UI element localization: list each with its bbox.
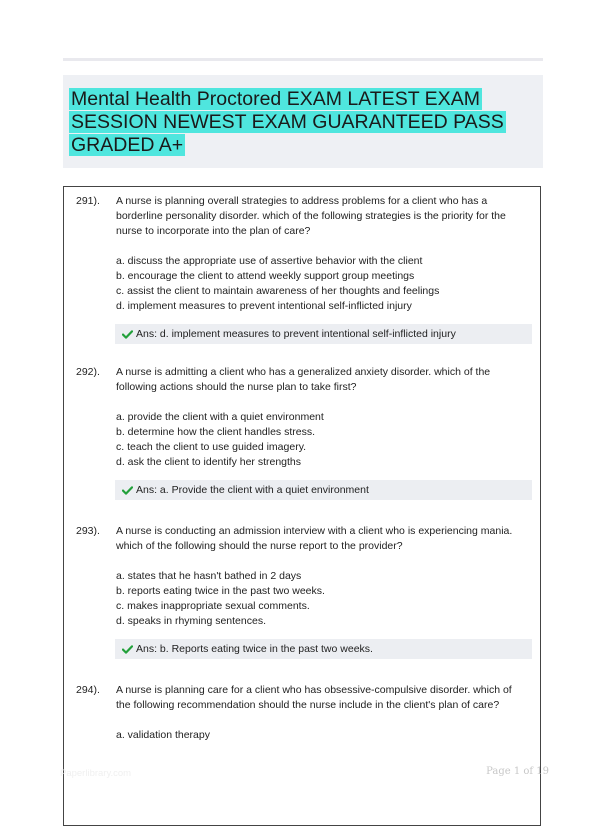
- answer-text: Ans: b. Reports eating twice in the past two weeks.: [136, 643, 373, 655]
- page-indicator: Page 1 of 19: [486, 766, 549, 777]
- questions-panel: [63, 186, 541, 826]
- check-icon: [118, 639, 136, 659]
- options-list: [116, 254, 526, 314]
- option-b: b. determine how the client handles stress.: [116, 426, 316, 438]
- question-text: A nurse is admitting a client who has a generalized anxiety disorder. which of the following actions should the nurse plan to take first?: [116, 366, 491, 393]
- question-text: A nurse is conducting an admission interview with a client who is experiencing mania. which of the following should the nurse report to the provider?: [116, 525, 513, 552]
- option-c: c. teach the client to use guided imagery.: [116, 441, 307, 453]
- option-a: a. states that he hasn't bathed in 2 days: [116, 570, 302, 582]
- option-a: a. discuss the appropriate use of assertive behavior with the client: [116, 255, 423, 267]
- question-body: [116, 194, 526, 344]
- document-title-highlight: Mental Health Proctored EXAM LATEST EXAM SESSION NEWEST EXAM GUARANTEED PASS GRADED A+: [71, 88, 504, 156]
- top-divider: [63, 58, 543, 61]
- question-text: A nurse is planning care for a client who has obsessive-compulsive disorder. which of the following recommendation should the nurse include in the client's plan of care?: [116, 684, 512, 711]
- question-number: 291).: [76, 195, 100, 207]
- check-icon: [118, 480, 136, 500]
- answer-box: [115, 480, 532, 500]
- option-a: a. validation therapy: [116, 729, 210, 741]
- check-icon: [118, 324, 136, 344]
- question-number: 292).: [76, 366, 100, 378]
- option-c: c. makes inappropriate sexual comments.: [116, 600, 310, 612]
- question-text: A nurse is planning overall strategies to address problems for a client who has a borderline personality disorder. which of the following strategies is the priority for the nurse to incorporate into the plan of care?: [116, 195, 506, 237]
- option-a: a. provide the client with a quiet environment: [116, 411, 324, 423]
- option-b: b. reports eating twice in the past two weeks.: [116, 585, 325, 597]
- question-number: 294).: [76, 684, 100, 696]
- option-d: d. speaks in rhyming sentences.: [116, 615, 266, 627]
- answer-box: [115, 324, 532, 344]
- question-body: [116, 365, 526, 500]
- document-title: [69, 88, 529, 157]
- options-list: [116, 569, 526, 629]
- answer-text: Ans: a. Provide the client with a quiet environment: [136, 484, 369, 496]
- question-body: [116, 683, 526, 743]
- option-c: c. assist the client to maintain awareness of her thoughts and feelings: [116, 285, 440, 297]
- question-body: [116, 524, 526, 659]
- answer-box: [115, 639, 532, 659]
- options-list: [116, 410, 526, 470]
- option-d: d. implement measures to prevent intentional self-inflicted injury: [116, 300, 412, 312]
- option-b: b. encourage the client to attend weekly support group meetings: [116, 270, 415, 282]
- option-d: d. ask the client to identify her strengths: [116, 456, 302, 468]
- options-list: [116, 728, 526, 743]
- answer-text: Ans: d. implement measures to prevent intentional self-inflicted injury: [136, 328, 456, 340]
- question-number: 293).: [76, 525, 100, 537]
- footer-site: Paperlibrary.com: [60, 768, 132, 779]
